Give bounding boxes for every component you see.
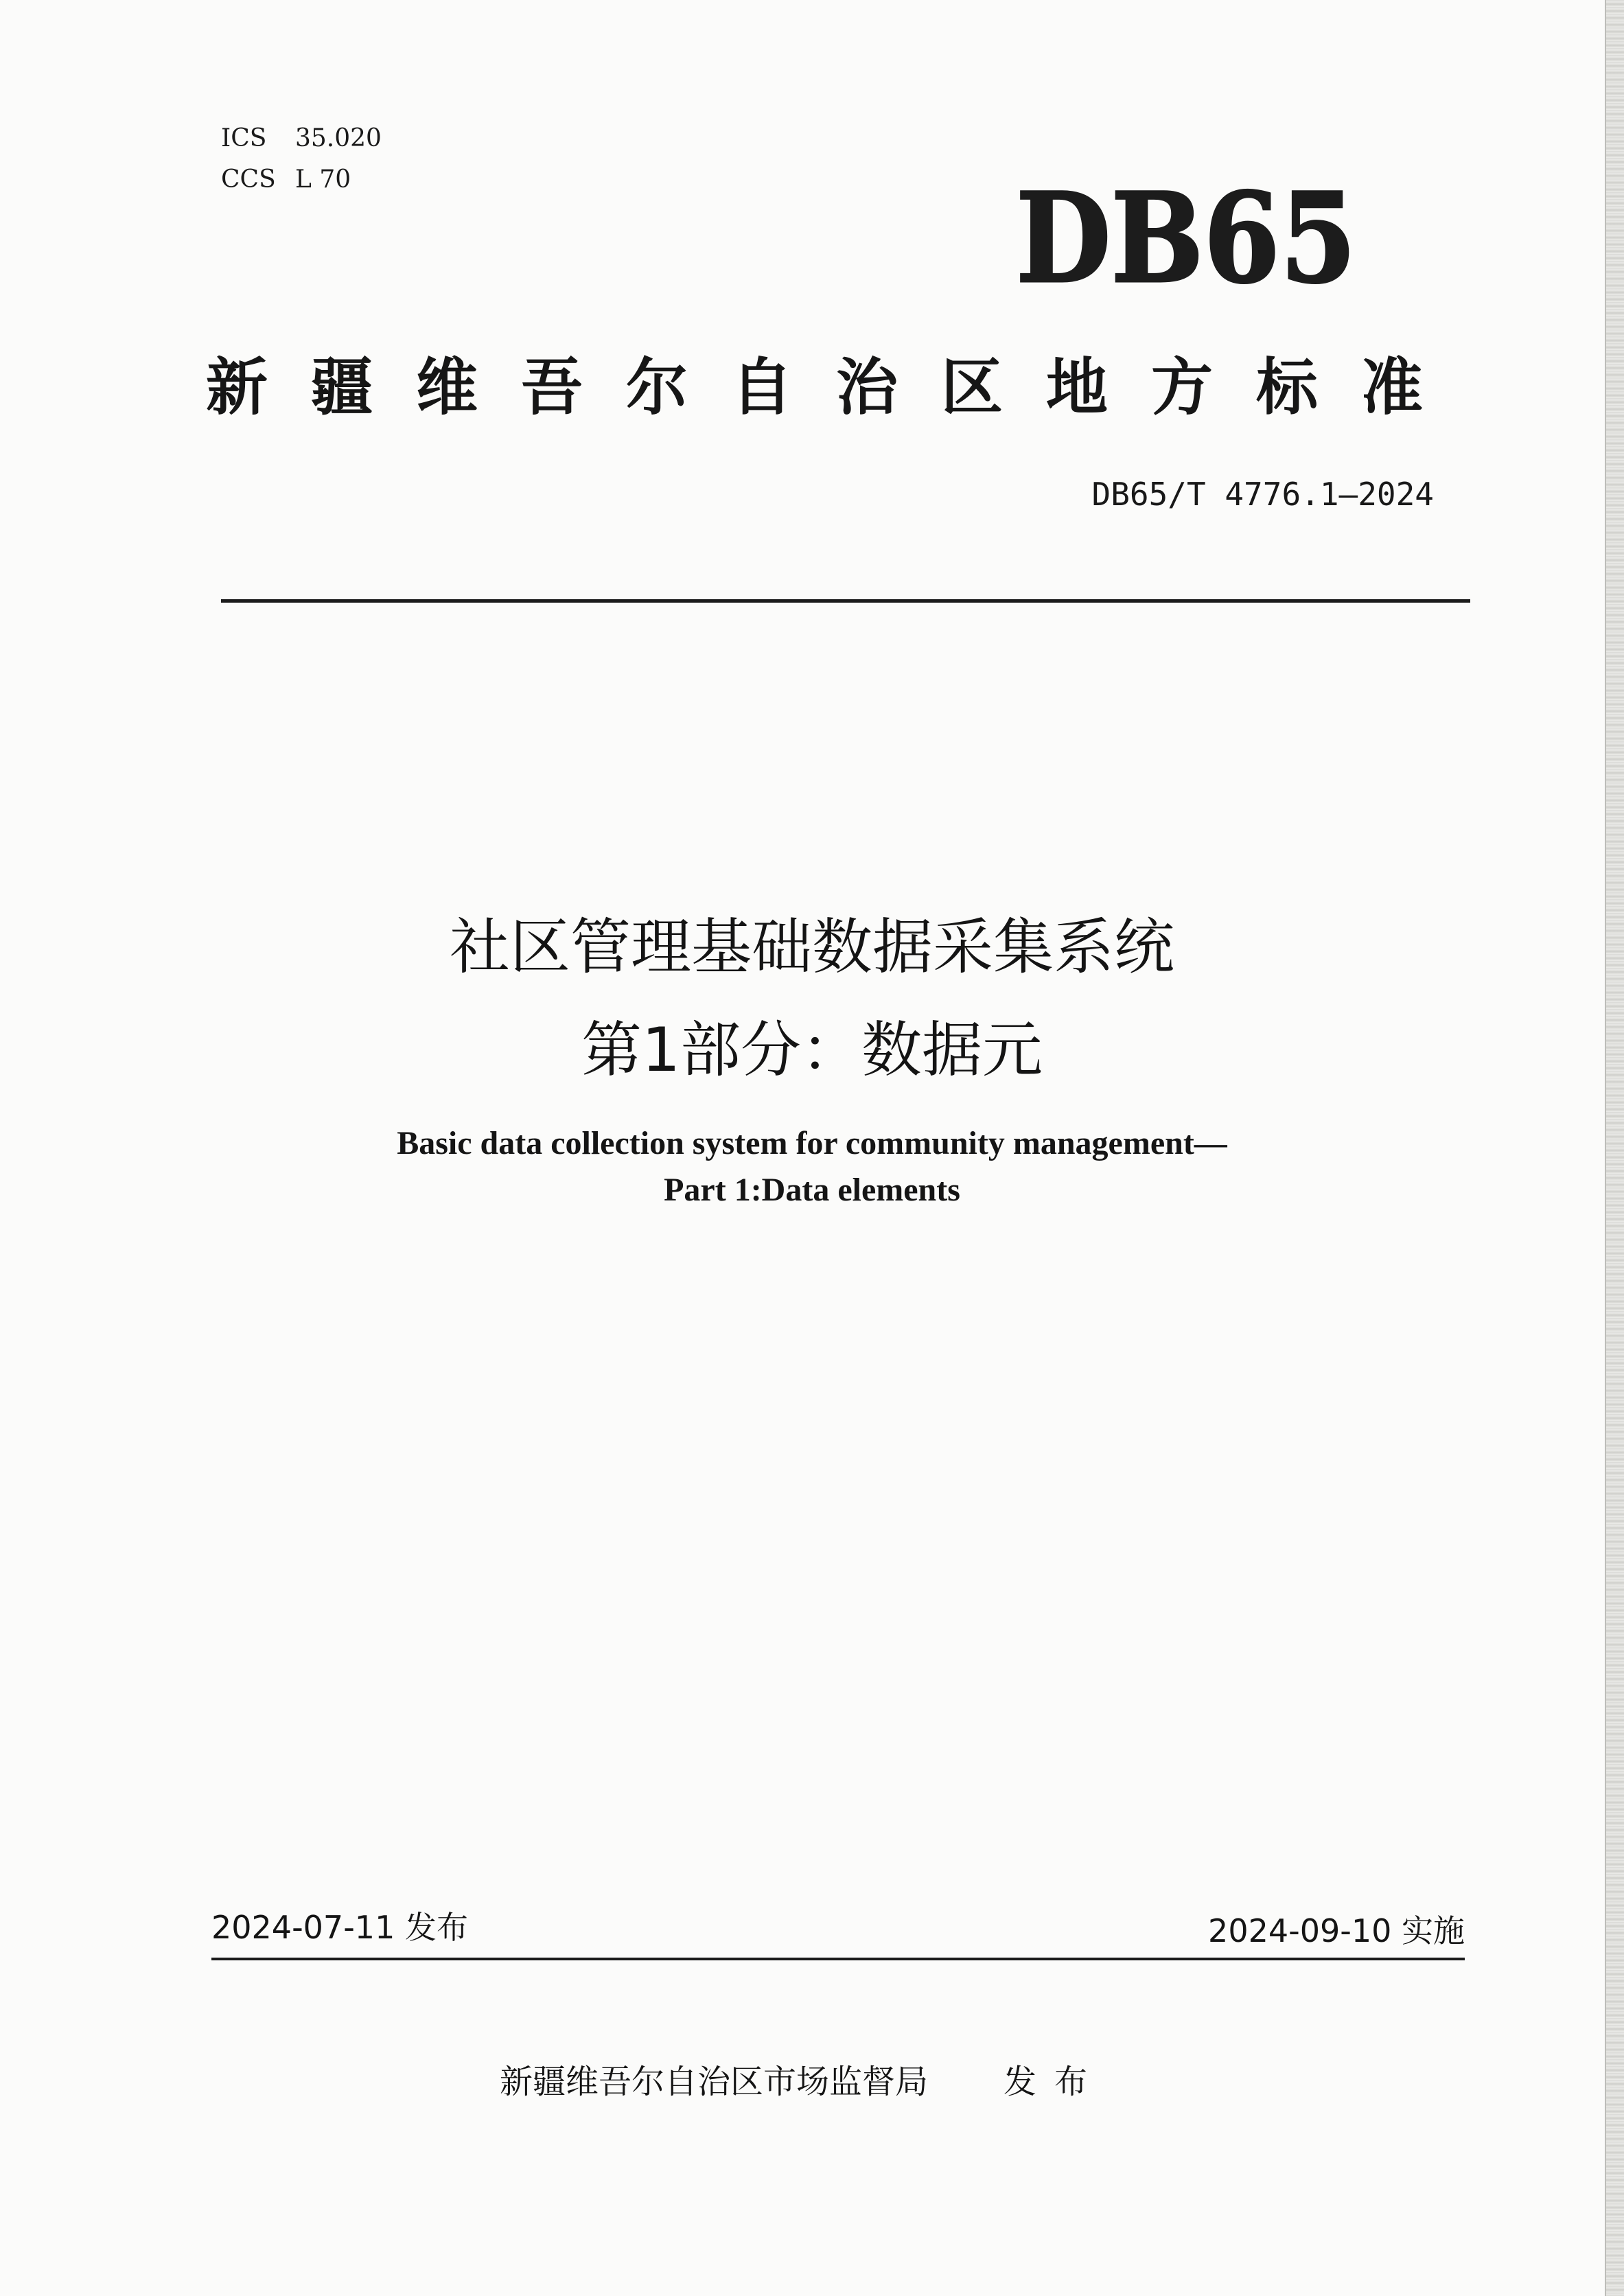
publisher-line [500,2058,1105,2106]
english-title-line-2: Part 1:Data elements [664,1172,960,1208]
db65-mark [1016,166,1359,311]
english-title [0,1120,1624,1214]
issue-date: 2024-07-11 发布 [211,1909,468,1946]
ics-label: ICS [221,124,267,152]
db65-mark-text: DB65 [1016,166,1356,311]
chinese-title [0,896,1624,1102]
ccs-label: CCS [221,165,276,194]
header-divider [221,599,1470,603]
publisher-action: 发布 [1004,2063,1106,2101]
standard-number: DB65/T 4776.1—2024 [1091,476,1434,513]
ccs-value: L 70 [295,165,351,194]
ics-row [221,118,382,159]
chinese-title-line-2: 第1部分：数据元 [581,1014,1043,1085]
ics-value: 35.020 [295,124,382,152]
english-title-line-1: Basic data collection system for community management— [397,1125,1227,1161]
chinese-title-line-1: 社区管理基础数据采集系统 [449,912,1174,982]
publisher-name: 新疆维吾尔自治区市场监督局 [500,2063,929,2101]
classification-block [221,118,382,200]
footer-divider [211,1958,1465,1960]
ccs-row [221,159,382,200]
authority-title: 新疆维吾尔自治区地方标准 [206,351,1466,424]
effective-date: 2024-09-10 实施 [1208,1912,1465,1949]
